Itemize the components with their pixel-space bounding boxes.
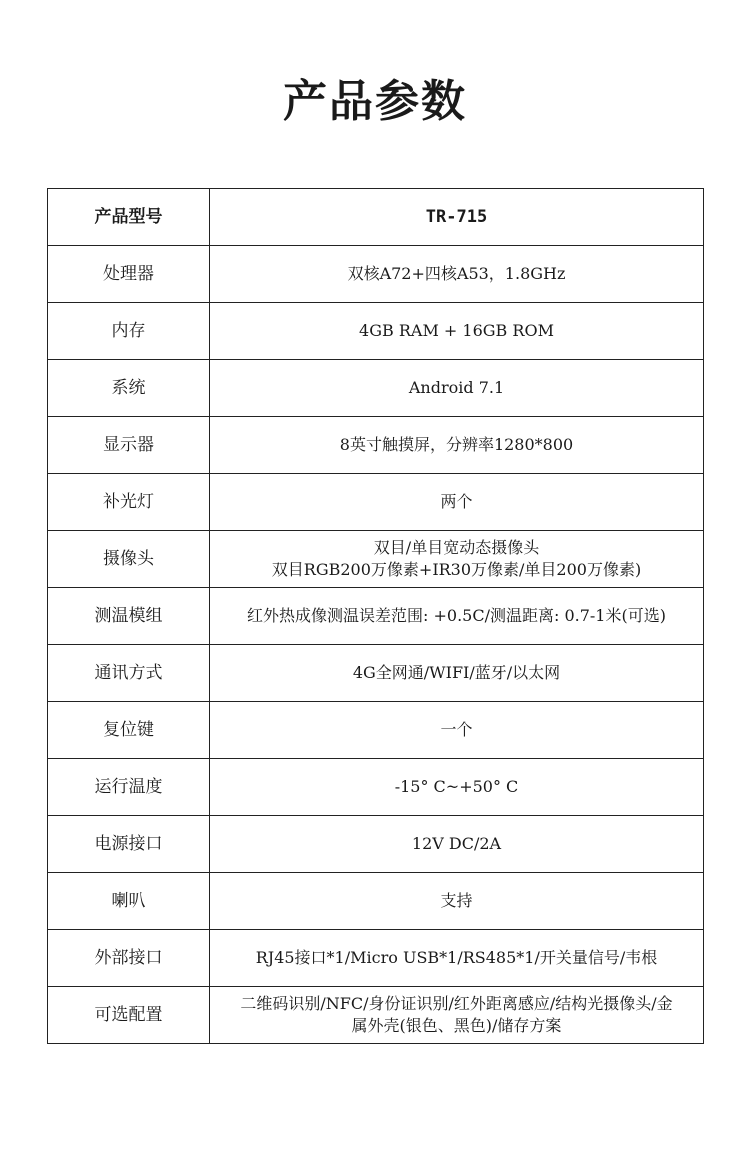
row-label: 通讯方式: [48, 645, 210, 702]
row-label: 复位键: [48, 702, 210, 759]
row-label: 可选配置: [48, 987, 210, 1044]
table-row: [48, 588, 704, 645]
row-value: [210, 246, 704, 303]
table-row: [48, 474, 704, 531]
row-value-line: 双目RGB200万像素+IR30万像素/单目200万像素): [271, 560, 642, 579]
row-value-line: -15° C~+50° C: [394, 777, 519, 796]
table-row: [48, 531, 704, 588]
row-value-line: 一个: [440, 720, 473, 739]
row-value-line: 12V DC/2A: [411, 834, 502, 853]
row-label: 系统: [48, 360, 210, 417]
table-row: [48, 816, 704, 873]
row-value-line: 双目/单目宽动态摄像头: [373, 538, 540, 557]
row-value-line: Android 7.1: [408, 378, 505, 397]
header-value: TR-715: [210, 189, 704, 246]
table-row: [48, 246, 704, 303]
row-label: 外部接口: [48, 930, 210, 987]
row-label: 喇叭: [48, 873, 210, 930]
row-label: 显示器: [48, 417, 210, 474]
row-value-line: 属外壳(银色、黑色)/储存方案: [351, 1016, 562, 1035]
row-value-line: 4G全网通/WIFI/蓝牙/以太网: [352, 663, 561, 682]
row-value-line: 红外热成像测温误差范围: +0.5C/测温距离: 0.7-1米(可选): [247, 606, 666, 625]
table-row: [48, 303, 704, 360]
row-value-line: 4GB RAM + 16GB ROM: [359, 321, 554, 340]
row-value-line: 双核A72+四核A53，1.8GHz: [347, 264, 566, 283]
row-value: [210, 417, 704, 474]
row-value: [210, 702, 704, 759]
page-title: 产品参数: [283, 76, 467, 127]
row-value: [210, 588, 704, 645]
row-value-line: RJ45接口*1/Micro USB*1/RS485*1/开关量信号/韦根: [255, 948, 658, 967]
row-value: [210, 474, 704, 531]
row-label: 电源接口: [48, 816, 210, 873]
row-value: [210, 531, 704, 588]
row-value: [210, 873, 704, 930]
row-value: [210, 303, 704, 360]
row-value-line: 二维码识别/NFC/身份证识别/红外距离感应/结构光摄像头/金: [240, 994, 673, 1013]
header-label: 产品型号: [48, 189, 210, 246]
row-value-line: 8英寸触摸屏，分辨率1280*800: [339, 435, 574, 454]
row-value-line: 支持: [440, 891, 473, 910]
table-row: [48, 987, 704, 1044]
row-label: 运行温度: [48, 759, 210, 816]
row-value: [210, 987, 704, 1044]
row-value: [210, 930, 704, 987]
table-header-row: [48, 189, 704, 246]
row-label: 内存: [48, 303, 210, 360]
row-value: [210, 759, 704, 816]
table-row: [48, 930, 704, 987]
table-row: [48, 360, 704, 417]
table-row: [48, 873, 704, 930]
table-row: [48, 702, 704, 759]
row-value-line: 两个: [440, 492, 473, 511]
row-label: 摄像头: [48, 531, 210, 588]
table-row: [48, 645, 704, 702]
table-row: [48, 759, 704, 816]
row-value: [210, 816, 704, 873]
row-label: 补光灯: [48, 474, 210, 531]
row-value: [210, 645, 704, 702]
row-value: [210, 360, 704, 417]
row-label: 测温模组: [48, 588, 210, 645]
row-label: 处理器: [48, 246, 210, 303]
table-row: [48, 417, 704, 474]
spec-table: [47, 188, 704, 1044]
